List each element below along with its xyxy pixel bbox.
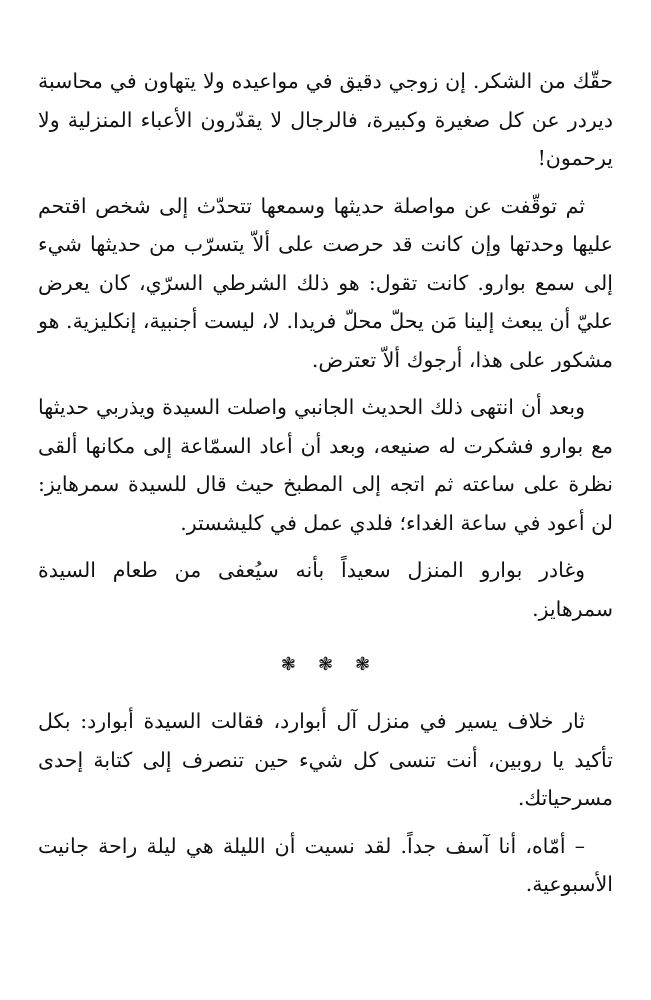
asterism-icon: ❃ [280,654,296,675]
paragraph: ثار خلاف يسير في منزل آل أبوارد، فقالت السيدة أبوارد: بكل تأكيد يا روبين، أنت تنسى كل شيء حين تنصرف إلى كتابة إحدى مسرحياتك. [38,709,613,810]
paragraph: وبعد أن انتهى ذلك الحديث الجانبي واصلت السيدة ويذربي حديثها مع بوارو فشكرت له صنيعه، وبعد أن أعاد السمّاعة إلى مكانها ألقى نظرة على ساعته ثم اتجه إلى المطبخ حيث قال للسيدة سمرهايز: لن أعود في ساعة الغداء؛ فلدي عمل في كليشستر. [38,395,613,535]
asterism-icon: ❃ [317,654,334,675]
asterism-icon: ❃ [355,654,371,675]
paragraph: ثم توقّفت عن مواصلة حديثها وسمعها تتحدّث إلى شخص اقتحم عليها وحدتها وإن كانت قد حرصت على ألاّ يتسرّب من حديثها شيء إلى سمع بوارو. كانت تقول: هو ذلك الشرطي السرّي، كان يعرض عليّ أن يبعث إلينا مَن يحلّ محلّ فريدا. لا، ليست أجنبية، إنكليزية. هو مشكور على هذا، أرجوك ألاّ تعترض. [38,193,613,372]
section-separator [38,654,613,676]
paragraph: وغادر بوارو المنزل سعيداً بأنه سيُعفى من طعام السيدة سمرهايز. [38,558,613,621]
paragraph: حقّك من الشكر. إن زوجي دقيق في مواعيده ولا يتهاون في محاسبة ديردر عن كل صغيرة وكبيرة، فالرجال لا يقدّرون الأعباء المنزلية ولا يرحمون! [38,69,613,170]
paragraph: – أمّاه، أنا آسف جداً. لقد نسيت أن الليلة هي ليلة راحة جانيت الأسبوعية. [38,833,613,896]
